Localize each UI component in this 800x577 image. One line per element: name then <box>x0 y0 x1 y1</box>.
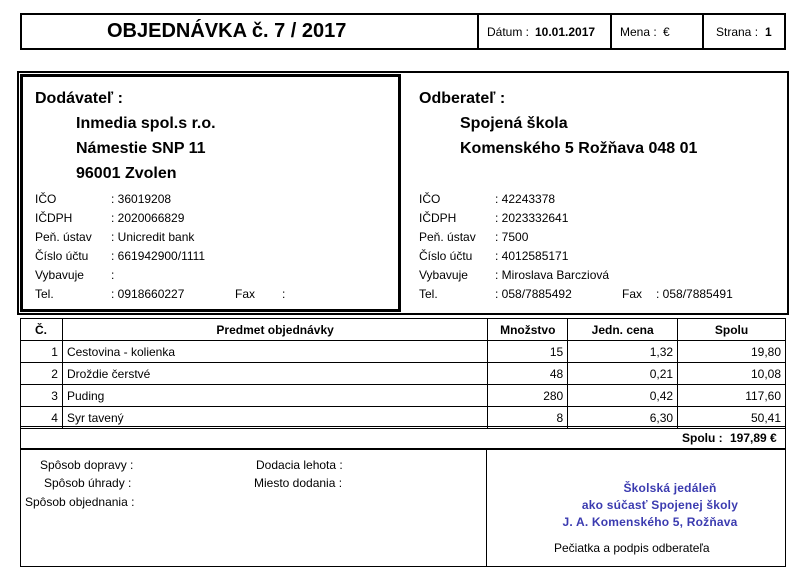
customer-bank-value: : 7500 <box>495 230 529 244</box>
col-total-header: Spolu <box>678 319 786 341</box>
row-total: 19,80 <box>678 341 786 363</box>
stamp-line: J. A. Komenského 5, Rožňava <box>562 515 738 529</box>
row-number: 2 <box>21 363 63 385</box>
row-number: 1 <box>21 341 63 363</box>
date-label: Dátum : <box>487 25 530 39</box>
row-quantity: 48 <box>488 363 568 385</box>
supplier-name: Inmedia spol.s r.o. <box>76 115 216 132</box>
table-row <box>21 363 786 385</box>
supplier-fax-label: Fax <box>235 287 256 301</box>
currency-value: € <box>663 25 670 39</box>
row-item: Droždie čerstvé <box>62 363 487 385</box>
col-unit-price-header: Jedn. cena <box>568 319 678 341</box>
stamp-line: ako súčasť Spojenej školy <box>581 498 739 512</box>
currency-label: Mena : <box>620 25 657 39</box>
supplier-bank-label: Peň. ústav <box>35 230 92 244</box>
supplier-phone-value: : 0918660227 <box>111 287 185 301</box>
customer-fax-value: : 058/7885491 <box>656 287 733 301</box>
customer-ico-label: IČO <box>419 192 441 206</box>
footer-divider <box>486 449 487 567</box>
supplier-bank-value: : Unicredit bank <box>111 230 195 244</box>
row-number: 3 <box>21 385 63 407</box>
supplier-phone-label: Tel. <box>35 287 54 301</box>
supplier-ico-value: : 36019208 <box>111 192 172 206</box>
supplier-fax-value: : <box>282 287 286 301</box>
col-number-header: Č. <box>21 319 63 341</box>
delivery-term-label: Dodacia lehota : <box>256 458 343 472</box>
customer-phone-value: : 058/7885492 <box>495 287 572 301</box>
supplier-icdph-label: IČDPH <box>35 211 73 225</box>
row-item: Cestovina - kolienka <box>62 341 487 363</box>
supplier-heading: Dodávateľ : <box>35 90 123 107</box>
stamp-line: Školská jedáleň <box>623 481 717 495</box>
customer-phone-label: Tel. <box>419 287 438 301</box>
sum-row <box>20 426 786 449</box>
items-table <box>20 318 786 429</box>
supplier-street: Námestie SNP 11 <box>76 140 206 157</box>
row-total: 117,60 <box>678 385 786 407</box>
supplier-account-value: : 661942900/1111 <box>111 249 206 263</box>
row-quantity: 15 <box>488 341 568 363</box>
supplier-city: 96001 Zvolen <box>76 165 177 182</box>
school-stamp <box>520 480 780 531</box>
page-value: 1 <box>765 25 772 39</box>
sum-label: Spolu : <box>682 431 723 445</box>
signature-label: Pečiatka a podpis odberateľa <box>554 541 710 555</box>
col-item-header: Predmet objednávky <box>62 319 487 341</box>
customer-contact-label: Vybavuje <box>419 268 468 282</box>
header-divider <box>477 13 479 50</box>
customer-icdph-value: : 2023332641 <box>495 211 569 225</box>
customer-account-value: : 4012585171 <box>495 249 569 263</box>
row-unit-price: 6,30 <box>568 407 678 429</box>
customer-address: Komenského 5 Rožňava 048 01 <box>460 140 698 157</box>
row-total: 50,41 <box>678 407 786 429</box>
row-quantity: 8 <box>488 407 568 429</box>
order-method-label: Spôsob objednania : <box>25 495 135 509</box>
customer-account-label: Číslo účtu <box>419 249 473 263</box>
customer-heading: Odberateľ : <box>419 90 506 107</box>
row-unit-price: 0,21 <box>568 363 678 385</box>
row-number: 4 <box>21 407 63 429</box>
transport-label: Spôsob dopravy : <box>40 458 134 472</box>
customer-bank-label: Peň. ústav <box>419 230 476 244</box>
page-label: Strana : <box>716 25 759 39</box>
row-quantity: 280 <box>488 385 568 407</box>
supplier-contact-label: Vybavuje <box>35 268 84 282</box>
supplier-icdph-value: : 2020066829 <box>111 211 185 225</box>
table-row <box>21 341 786 363</box>
delivery-place-label: Miesto dodania : <box>254 476 343 490</box>
document-title: OBJEDNÁVKA č. 7 / 2017 <box>107 20 347 42</box>
supplier-account-label: Číslo účtu <box>35 249 89 263</box>
customer-name: Spojená škola <box>460 115 568 132</box>
row-unit-price: 1,32 <box>568 341 678 363</box>
customer-ico-value: : 42243378 <box>495 192 556 206</box>
header-divider <box>702 13 704 50</box>
supplier-ico-label: IČO <box>35 192 57 206</box>
customer-contact-value: : Miroslava Barcziová <box>495 268 610 282</box>
date-value: 10.01.2017 <box>535 25 596 39</box>
table-row <box>21 385 786 407</box>
col-quantity-header: Množstvo <box>488 319 568 341</box>
customer-fax-label: Fax <box>622 287 643 301</box>
row-item: Syr tavený <box>62 407 487 429</box>
header-divider <box>610 13 612 50</box>
customer-icdph-label: IČDPH <box>419 211 457 225</box>
row-total: 10,08 <box>678 363 786 385</box>
table-header-row <box>21 319 786 341</box>
row-item: Puding <box>62 385 487 407</box>
supplier-contact-value: : <box>111 268 115 282</box>
row-unit-price: 0,42 <box>568 385 678 407</box>
payment-label: Spôsob úhrady : <box>44 476 132 490</box>
sum-value: 197,89 € <box>730 431 777 445</box>
